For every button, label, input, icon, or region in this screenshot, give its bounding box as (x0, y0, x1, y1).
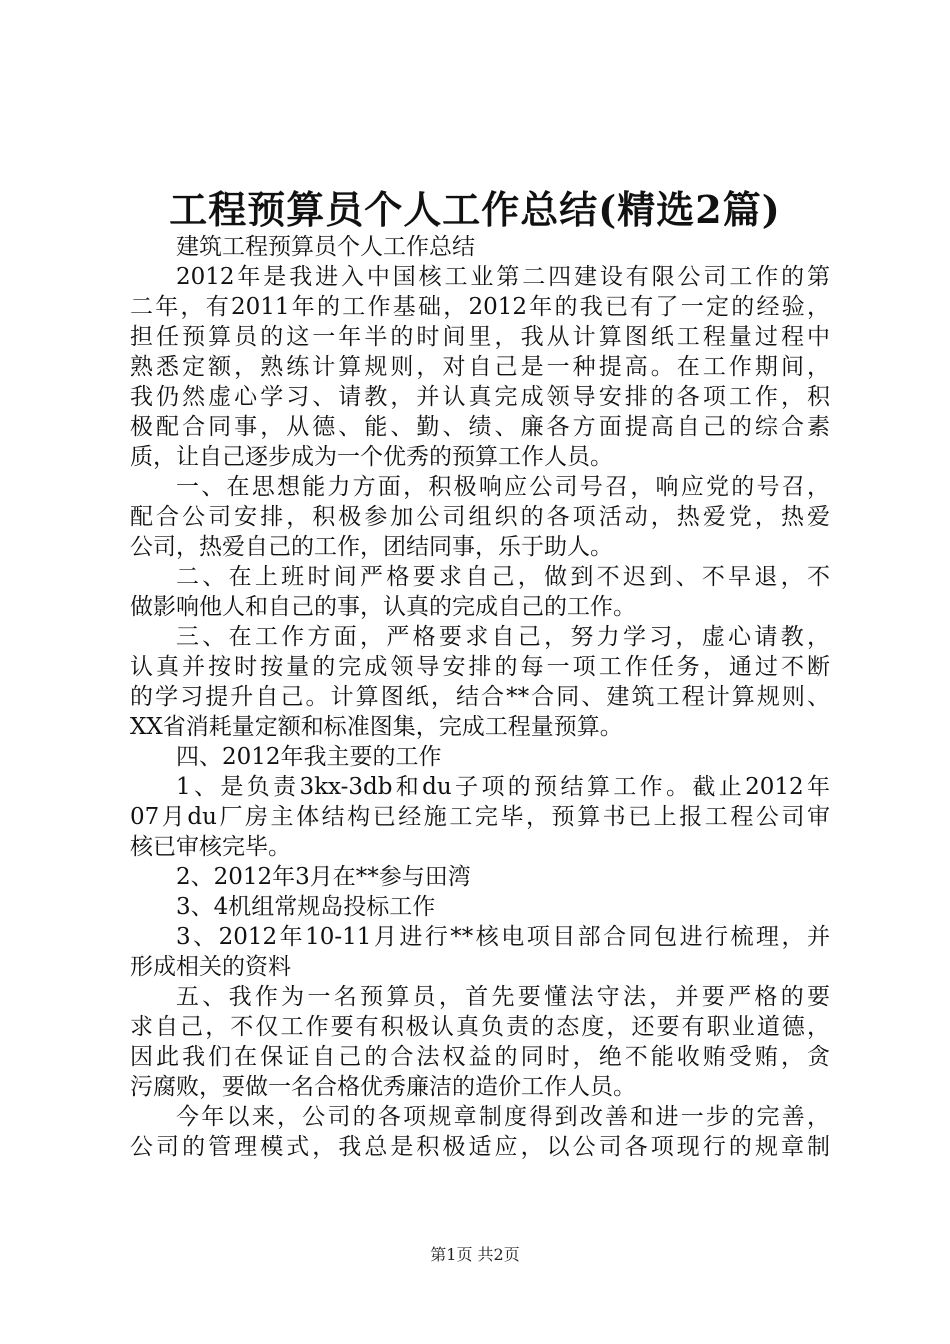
text-line: 四、2012年我主要的工作 (176, 744, 442, 770)
text-line: 我仍然虚心学习、请教，并认真完成领导安排的各项工作，积 (130, 384, 830, 410)
text-line: 二年，有2011年的工作基础，2012年的我已有了一定的经验， (130, 294, 830, 320)
text-line: 熟悉定额，熟练计算规则，对自己是一种提高。在工作期间， (130, 354, 830, 380)
text-line: 求自己，不仅工作要有积极认真负责的态度，还要有职业道德， (130, 1014, 830, 1040)
text-line: 二、在上班时间严格要求自己，做到不迟到、不早退，不 (176, 564, 830, 590)
text-line: 07月du厂房主体结构已经施工完毕，预算书已上报工程公司审 (130, 804, 830, 830)
text-line: 公司，热爱自己的工作，团结同事，乐于助人。 (130, 534, 613, 560)
document-body (130, 232, 830, 1162)
text-line: 因此我们在保证自己的合法权益的同时，绝不能收贿受贿，贪 (130, 1044, 830, 1070)
text-line: 3、4机组常规岛投标工作 (176, 894, 436, 920)
text-line: 今年以来，公司的各项规章制度得到改善和进一步的完善， (176, 1104, 830, 1130)
text-line: 2012年是我进入中国核工业第二四建设有限公司工作的第 (176, 264, 830, 290)
text-line: 2、2012年3月在**参与田湾 (176, 864, 471, 890)
text-line: 1、是负责3kx-3db和du子项的预结算工作。截止2012年 (176, 774, 830, 800)
text-line: 形成相关的资料 (130, 954, 291, 980)
text-line: 公司的管理模式，我总是积极适应，以公司各项现行的规章制 (130, 1134, 830, 1160)
text-line: 质，让自己逐步成为一个优秀的预算工作人员。 (130, 444, 613, 470)
text-line: 五、我作为一名预算员，首先要懂法守法，并要严格的要 (176, 984, 830, 1010)
text-line: 建筑工程预算员个人工作总结 (176, 234, 475, 260)
text-line: 的学习提升自己。计算图纸，结合**合同、建筑工程计算规则、 (130, 684, 830, 710)
text-line: 做影响他人和自己的事，认真的完成自己的工作。 (130, 594, 636, 620)
text-line: 极配合同事，从德、能、勤、绩、廉各方面提高自己的综合素 (130, 414, 830, 440)
document-title: 工程预算员个人工作总结(精选2篇) (169, 187, 781, 232)
text-line: 污腐败，要做一名合格优秀廉洁的造价工作人员。 (130, 1074, 636, 1100)
text-line: XX省消耗量定额和标准图集，完成工程量预算。 (130, 714, 623, 740)
page-footer: 第1页 共2页 (430, 1245, 520, 1264)
text-line: 三、在工作方面，严格要求自己，努力学习，虚心请教， (176, 624, 830, 650)
text-line: 一、在思想能力方面，积极响应公司号召，响应党的号召， (176, 474, 830, 500)
text-line: 认真并按时按量的完成领导安排的每一项工作任务，通过不断 (130, 654, 830, 680)
text-line: 核已审核完毕。 (130, 834, 291, 860)
text-line: 3、2012年10-11月进行**核电项目部合同包进行梳理，并 (176, 924, 830, 950)
text-line: 配合公司安排，积极参加公司组织的各项活动，热爱党，热爱 (130, 504, 830, 530)
text-line: 担任预算员的这一年半的时间里，我从计算图纸工程量过程中 (130, 324, 830, 350)
